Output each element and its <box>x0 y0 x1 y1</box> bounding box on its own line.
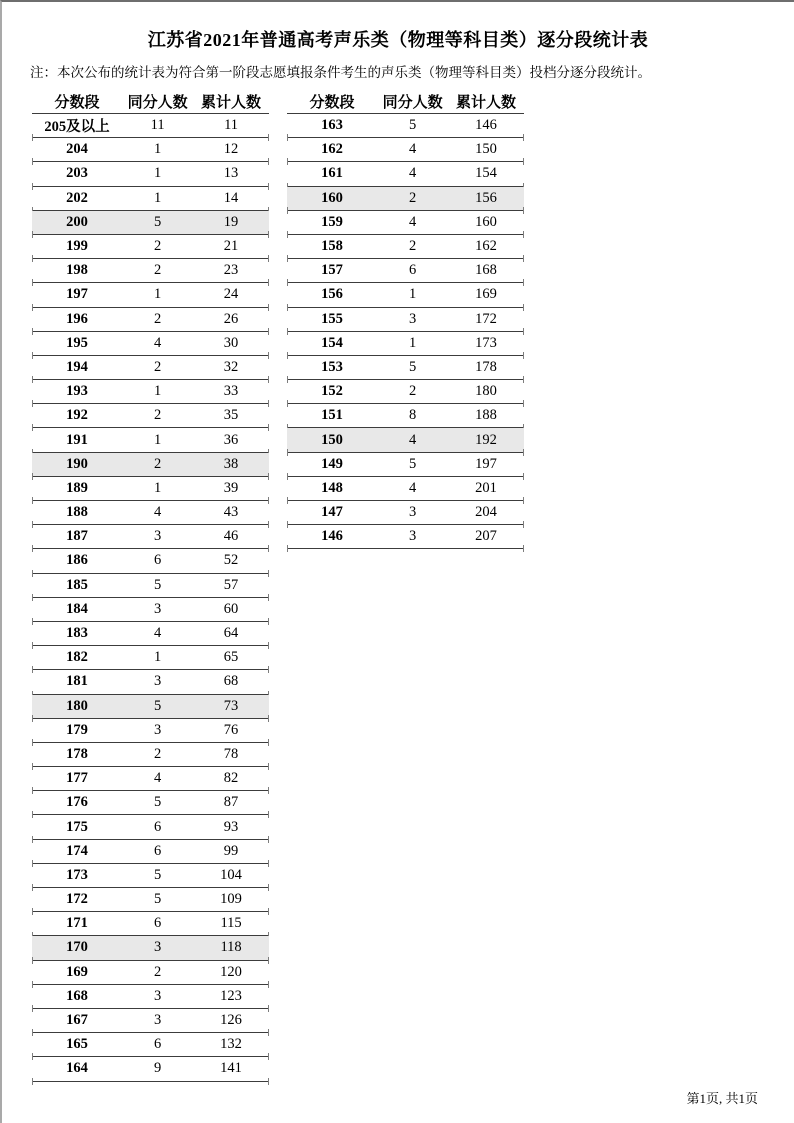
score-range-cell: 148 <box>321 479 343 496</box>
table-row <box>32 888 269 912</box>
cumulative-count-cell: 23 <box>223 262 239 279</box>
table-row <box>287 525 524 549</box>
same-score-count-cell: 1 <box>153 189 162 206</box>
table-header-row <box>287 90 524 114</box>
cumulative-count-cell: 99 <box>223 842 239 859</box>
cumulative-count-cell: 33 <box>223 383 239 400</box>
same-score-count-cell: 1 <box>153 165 162 182</box>
same-score-count-cell: 3 <box>153 600 162 617</box>
tables-container <box>32 90 794 1082</box>
same-score-count-cell: 5 <box>153 213 162 230</box>
same-score-count-cell: 1 <box>153 383 162 400</box>
score-range-cell: 187 <box>66 528 88 545</box>
same-score-count-cell: 6 <box>153 842 162 859</box>
table-row <box>287 356 524 380</box>
cumulative-count-cell: 160 <box>475 213 497 230</box>
score-range-cell: 173 <box>66 866 88 883</box>
cumulative-count-cell: 43 <box>223 504 239 521</box>
same-score-count-cell: 1 <box>153 431 162 448</box>
score-range-cell: 177 <box>66 770 88 787</box>
cumulative-count-cell: 173 <box>475 334 497 351</box>
table-row <box>32 574 269 598</box>
cumulative-count-cell: 57 <box>223 576 239 593</box>
same-score-count-cell: 4 <box>408 141 417 158</box>
cumulative-count-cell: 12 <box>223 141 239 158</box>
score-range-cell: 202 <box>66 189 88 206</box>
score-range-cell: 195 <box>66 334 88 351</box>
table-row <box>32 501 269 525</box>
score-range-cell: 197 <box>66 286 88 303</box>
same-score-count-cell: 3 <box>408 528 417 545</box>
table-row <box>32 985 269 1009</box>
cumulative-count-cell: 178 <box>475 358 497 375</box>
same-score-count-cell: 2 <box>408 238 417 255</box>
same-score-count-cell: 3 <box>153 939 162 956</box>
same-score-count-cell: 2 <box>153 238 162 255</box>
column-header-cumulative-count: 累计人数 <box>201 95 262 111</box>
score-range-cell: 185 <box>66 576 88 593</box>
score-range-cell: 194 <box>66 358 88 375</box>
same-score-count-cell: 4 <box>153 770 162 787</box>
score-range-cell: 169 <box>66 963 88 980</box>
same-score-count-cell: 2 <box>408 189 417 206</box>
score-range-cell: 186 <box>66 552 88 569</box>
cumulative-count-cell: 156 <box>475 189 497 206</box>
score-range-cell: 163 <box>321 117 343 134</box>
cumulative-count-cell: 64 <box>223 625 239 642</box>
table-row <box>32 791 269 815</box>
score-range-cell: 198 <box>66 262 88 279</box>
table-row <box>32 428 269 452</box>
table-row <box>32 332 269 356</box>
cumulative-count-cell: 115 <box>220 915 242 932</box>
same-score-count-cell: 2 <box>408 383 417 400</box>
same-score-count-cell: 2 <box>153 262 162 279</box>
note-text: 注：本次公布的统计表为符合第一阶段志愿填报条件考生的声乐类（物理等科目类）投档分逐分段统计。 <box>30 65 651 80</box>
cumulative-count-cell: 104 <box>220 866 242 883</box>
table-row <box>287 404 524 428</box>
same-score-count-cell: 8 <box>408 407 417 424</box>
same-score-count-cell: 3 <box>153 721 162 738</box>
column-header-same-score-count: 同分人数 <box>382 95 443 111</box>
same-score-count-cell: 3 <box>153 673 162 690</box>
score-range-cell: 147 <box>321 504 343 521</box>
same-score-count-cell: 5 <box>153 891 162 908</box>
table-row <box>32 549 269 573</box>
score-range-cell: 156 <box>321 286 343 303</box>
cumulative-count-cell: 87 <box>223 794 239 811</box>
cumulative-count-cell: 68 <box>223 673 239 690</box>
table-row <box>32 380 269 404</box>
same-score-count-cell: 2 <box>153 963 162 980</box>
same-score-count-cell: 4 <box>153 625 162 642</box>
score-range-cell: 192 <box>66 407 88 424</box>
table-row <box>32 622 269 646</box>
same-score-count-cell: 2 <box>153 455 162 472</box>
cumulative-count-cell: 35 <box>223 407 239 424</box>
score-range-cell: 199 <box>66 238 88 255</box>
cumulative-count-cell: 38 <box>223 455 239 472</box>
same-score-count-cell: 1 <box>408 334 417 351</box>
cumulative-count-cell: 36 <box>223 431 239 448</box>
table-row <box>287 453 524 477</box>
same-score-count-cell: 4 <box>408 431 417 448</box>
table-row <box>32 815 269 839</box>
table-row <box>32 1033 269 1057</box>
score-range-cell: 160 <box>321 189 343 206</box>
cumulative-count-cell: 207 <box>475 528 497 545</box>
table-row <box>287 235 524 259</box>
table-row <box>32 404 269 428</box>
same-score-count-cell: 5 <box>153 794 162 811</box>
table-row <box>287 501 524 525</box>
score-range-cell: 175 <box>66 818 88 835</box>
column-header-score-range: 分数段 <box>54 95 100 111</box>
cumulative-count-cell: 162 <box>475 238 497 255</box>
same-score-count-cell: 6 <box>408 262 417 279</box>
score-range-cell: 146 <box>321 528 343 545</box>
table-row <box>32 308 269 332</box>
cumulative-count-cell: 180 <box>475 383 497 400</box>
same-score-count-cell: 5 <box>153 697 162 714</box>
same-score-count-cell: 5 <box>408 455 417 472</box>
cumulative-count-cell: 123 <box>220 987 242 1004</box>
score-range-cell: 205及以上 <box>44 119 110 136</box>
score-range-cell: 200 <box>66 213 88 230</box>
table-body-right <box>287 114 524 549</box>
table-row <box>32 598 269 622</box>
score-range-cell: 162 <box>321 141 343 158</box>
table-row <box>32 162 269 186</box>
cumulative-count-cell: 65 <box>223 649 239 666</box>
table-row <box>32 283 269 307</box>
score-range-cell: 179 <box>66 721 88 738</box>
table-row <box>287 308 524 332</box>
same-score-count-cell: 1 <box>153 286 162 303</box>
same-score-count-cell: 4 <box>408 213 417 230</box>
same-score-count-cell: 3 <box>408 504 417 521</box>
page-number: 第1页, 共1页 <box>686 1091 758 1106</box>
score-range-cell: 174 <box>66 842 88 859</box>
same-score-count-cell: 3 <box>153 987 162 1004</box>
same-score-count-cell: 6 <box>153 1036 162 1053</box>
table-row <box>32 356 269 380</box>
score-range-cell: 193 <box>66 383 88 400</box>
table-row <box>287 162 524 186</box>
score-range-cell: 184 <box>66 600 88 617</box>
table-row <box>287 477 524 501</box>
same-score-count-cell: 11 <box>150 117 165 134</box>
score-range-cell: 164 <box>66 1060 88 1077</box>
score-table-right <box>287 90 524 549</box>
cumulative-count-cell: 52 <box>223 552 239 569</box>
same-score-count-cell: 5 <box>408 117 417 134</box>
cumulative-count-cell: 168 <box>475 262 497 279</box>
table-row <box>32 695 269 719</box>
table-row <box>287 283 524 307</box>
cumulative-count-cell: 13 <box>223 165 239 182</box>
score-range-cell: 159 <box>321 213 343 230</box>
cumulative-count-cell: 188 <box>475 407 497 424</box>
score-range-cell: 171 <box>66 915 88 932</box>
cumulative-count-cell: 46 <box>223 528 239 545</box>
table-row <box>287 332 524 356</box>
same-score-count-cell: 4 <box>408 479 417 496</box>
table-row <box>287 138 524 162</box>
score-range-cell: 170 <box>66 939 88 956</box>
same-score-count-cell: 2 <box>153 745 162 762</box>
same-score-count-cell: 6 <box>153 552 162 569</box>
score-range-cell: 181 <box>66 673 88 690</box>
same-score-count-cell: 6 <box>153 818 162 835</box>
score-range-cell: 149 <box>321 455 343 472</box>
same-score-count-cell: 1 <box>153 479 162 496</box>
score-range-cell: 161 <box>321 165 343 182</box>
table-row <box>32 453 269 477</box>
page-title: 江苏省2021年普通高考声乐类（物理等科目类）逐分段统计表 <box>147 30 649 50</box>
table-row <box>32 211 269 235</box>
table-row <box>287 211 524 235</box>
cumulative-count-cell: 21 <box>223 238 239 255</box>
cumulative-count-cell: 30 <box>223 334 239 351</box>
table-row <box>32 187 269 211</box>
cumulative-count-cell: 118 <box>220 939 242 956</box>
same-score-count-cell: 4 <box>408 165 417 182</box>
cumulative-count-cell: 73 <box>223 697 239 714</box>
column-header-score-range: 分数段 <box>309 95 355 111</box>
table-body-left <box>32 114 269 1082</box>
cumulative-count-cell: 60 <box>223 600 239 617</box>
cumulative-count-cell: 120 <box>220 963 242 980</box>
score-range-cell: 180 <box>66 697 88 714</box>
same-score-count-cell: 2 <box>153 407 162 424</box>
cumulative-count-cell: 154 <box>475 165 497 182</box>
same-score-count-cell: 1 <box>153 649 162 666</box>
table-row <box>287 380 524 404</box>
table-row <box>32 767 269 791</box>
same-score-count-cell: 1 <box>408 286 417 303</box>
score-range-cell: 191 <box>66 431 88 448</box>
same-score-count-cell: 4 <box>153 334 162 351</box>
cumulative-count-cell: 197 <box>475 455 497 472</box>
cumulative-count-cell: 82 <box>223 770 239 787</box>
score-range-cell: 190 <box>66 455 88 472</box>
score-range-cell: 157 <box>321 262 343 279</box>
same-score-count-cell: 5 <box>153 576 162 593</box>
same-score-count-cell: 3 <box>153 528 162 545</box>
table-header-row <box>32 90 269 114</box>
cumulative-count-cell: 32 <box>223 358 239 375</box>
score-range-cell: 151 <box>321 407 343 424</box>
score-range-cell: 203 <box>66 165 88 182</box>
score-range-cell: 167 <box>66 1012 88 1029</box>
table-row <box>32 1057 269 1081</box>
table-row <box>32 259 269 283</box>
same-score-count-cell: 2 <box>153 310 162 327</box>
same-score-count-cell: 1 <box>153 141 162 158</box>
table-row <box>287 187 524 211</box>
cumulative-count-cell: 19 <box>223 213 239 230</box>
table-row <box>32 961 269 985</box>
score-range-cell: 178 <box>66 745 88 762</box>
cumulative-count-cell: 24 <box>223 286 239 303</box>
same-score-count-cell: 3 <box>153 1012 162 1029</box>
score-range-cell: 176 <box>66 794 88 811</box>
same-score-count-cell: 5 <box>153 866 162 883</box>
score-range-cell: 188 <box>66 504 88 521</box>
table-row <box>32 1009 269 1033</box>
table-row <box>32 477 269 501</box>
score-range-cell: 204 <box>66 141 88 158</box>
same-score-count-cell: 6 <box>153 915 162 932</box>
score-table-left <box>32 90 269 1082</box>
score-range-cell: 153 <box>321 358 343 375</box>
score-range-cell: 158 <box>321 238 343 255</box>
table-row <box>32 936 269 960</box>
cumulative-count-cell: 146 <box>475 117 497 134</box>
table-row <box>32 864 269 888</box>
table-row <box>32 840 269 864</box>
score-range-cell: 189 <box>66 479 88 496</box>
cumulative-count-cell: 26 <box>223 310 239 327</box>
cumulative-count-cell: 172 <box>475 310 497 327</box>
table-row <box>32 138 269 162</box>
score-range-cell: 152 <box>321 383 343 400</box>
score-range-cell: 150 <box>321 431 343 448</box>
cumulative-count-cell: 78 <box>223 745 239 762</box>
score-range-cell: 154 <box>321 334 343 351</box>
score-range-cell: 168 <box>66 987 88 1004</box>
cumulative-count-cell: 132 <box>220 1036 242 1053</box>
table-row <box>32 912 269 936</box>
cumulative-count-cell: 141 <box>220 1060 242 1077</box>
score-range-cell: 155 <box>321 310 343 327</box>
same-score-count-cell: 3 <box>408 310 417 327</box>
cumulative-count-cell: 201 <box>475 479 497 496</box>
table-row <box>32 525 269 549</box>
cumulative-count-cell: 150 <box>475 141 497 158</box>
same-score-count-cell: 5 <box>408 358 417 375</box>
table-row <box>32 743 269 767</box>
cumulative-count-cell: 14 <box>223 189 239 206</box>
table-row <box>32 646 269 670</box>
score-range-cell: 196 <box>66 310 88 327</box>
score-range-cell: 182 <box>66 649 88 666</box>
cumulative-count-cell: 126 <box>220 1012 242 1029</box>
table-row <box>287 259 524 283</box>
table-row <box>32 719 269 743</box>
cumulative-count-cell: 76 <box>223 721 239 738</box>
cumulative-count-cell: 192 <box>475 431 497 448</box>
table-row <box>32 114 269 138</box>
cumulative-count-cell: 204 <box>475 504 497 521</box>
cumulative-count-cell: 11 <box>224 117 239 134</box>
table-row <box>287 114 524 138</box>
table-row <box>32 670 269 694</box>
same-score-count-cell: 4 <box>153 504 162 521</box>
cumulative-count-cell: 39 <box>223 479 239 496</box>
same-score-count-cell: 9 <box>153 1060 162 1077</box>
cumulative-count-cell: 169 <box>475 286 497 303</box>
column-header-cumulative-count: 累计人数 <box>456 95 517 111</box>
same-score-count-cell: 2 <box>153 358 162 375</box>
cumulative-count-cell: 93 <box>223 818 239 835</box>
score-range-cell: 165 <box>66 1036 88 1053</box>
table-row <box>287 428 524 452</box>
table-row <box>32 235 269 259</box>
cumulative-count-cell: 109 <box>220 891 242 908</box>
column-header-same-score-count: 同分人数 <box>127 95 188 111</box>
score-range-cell: 172 <box>66 891 88 908</box>
score-range-cell: 183 <box>66 625 88 642</box>
